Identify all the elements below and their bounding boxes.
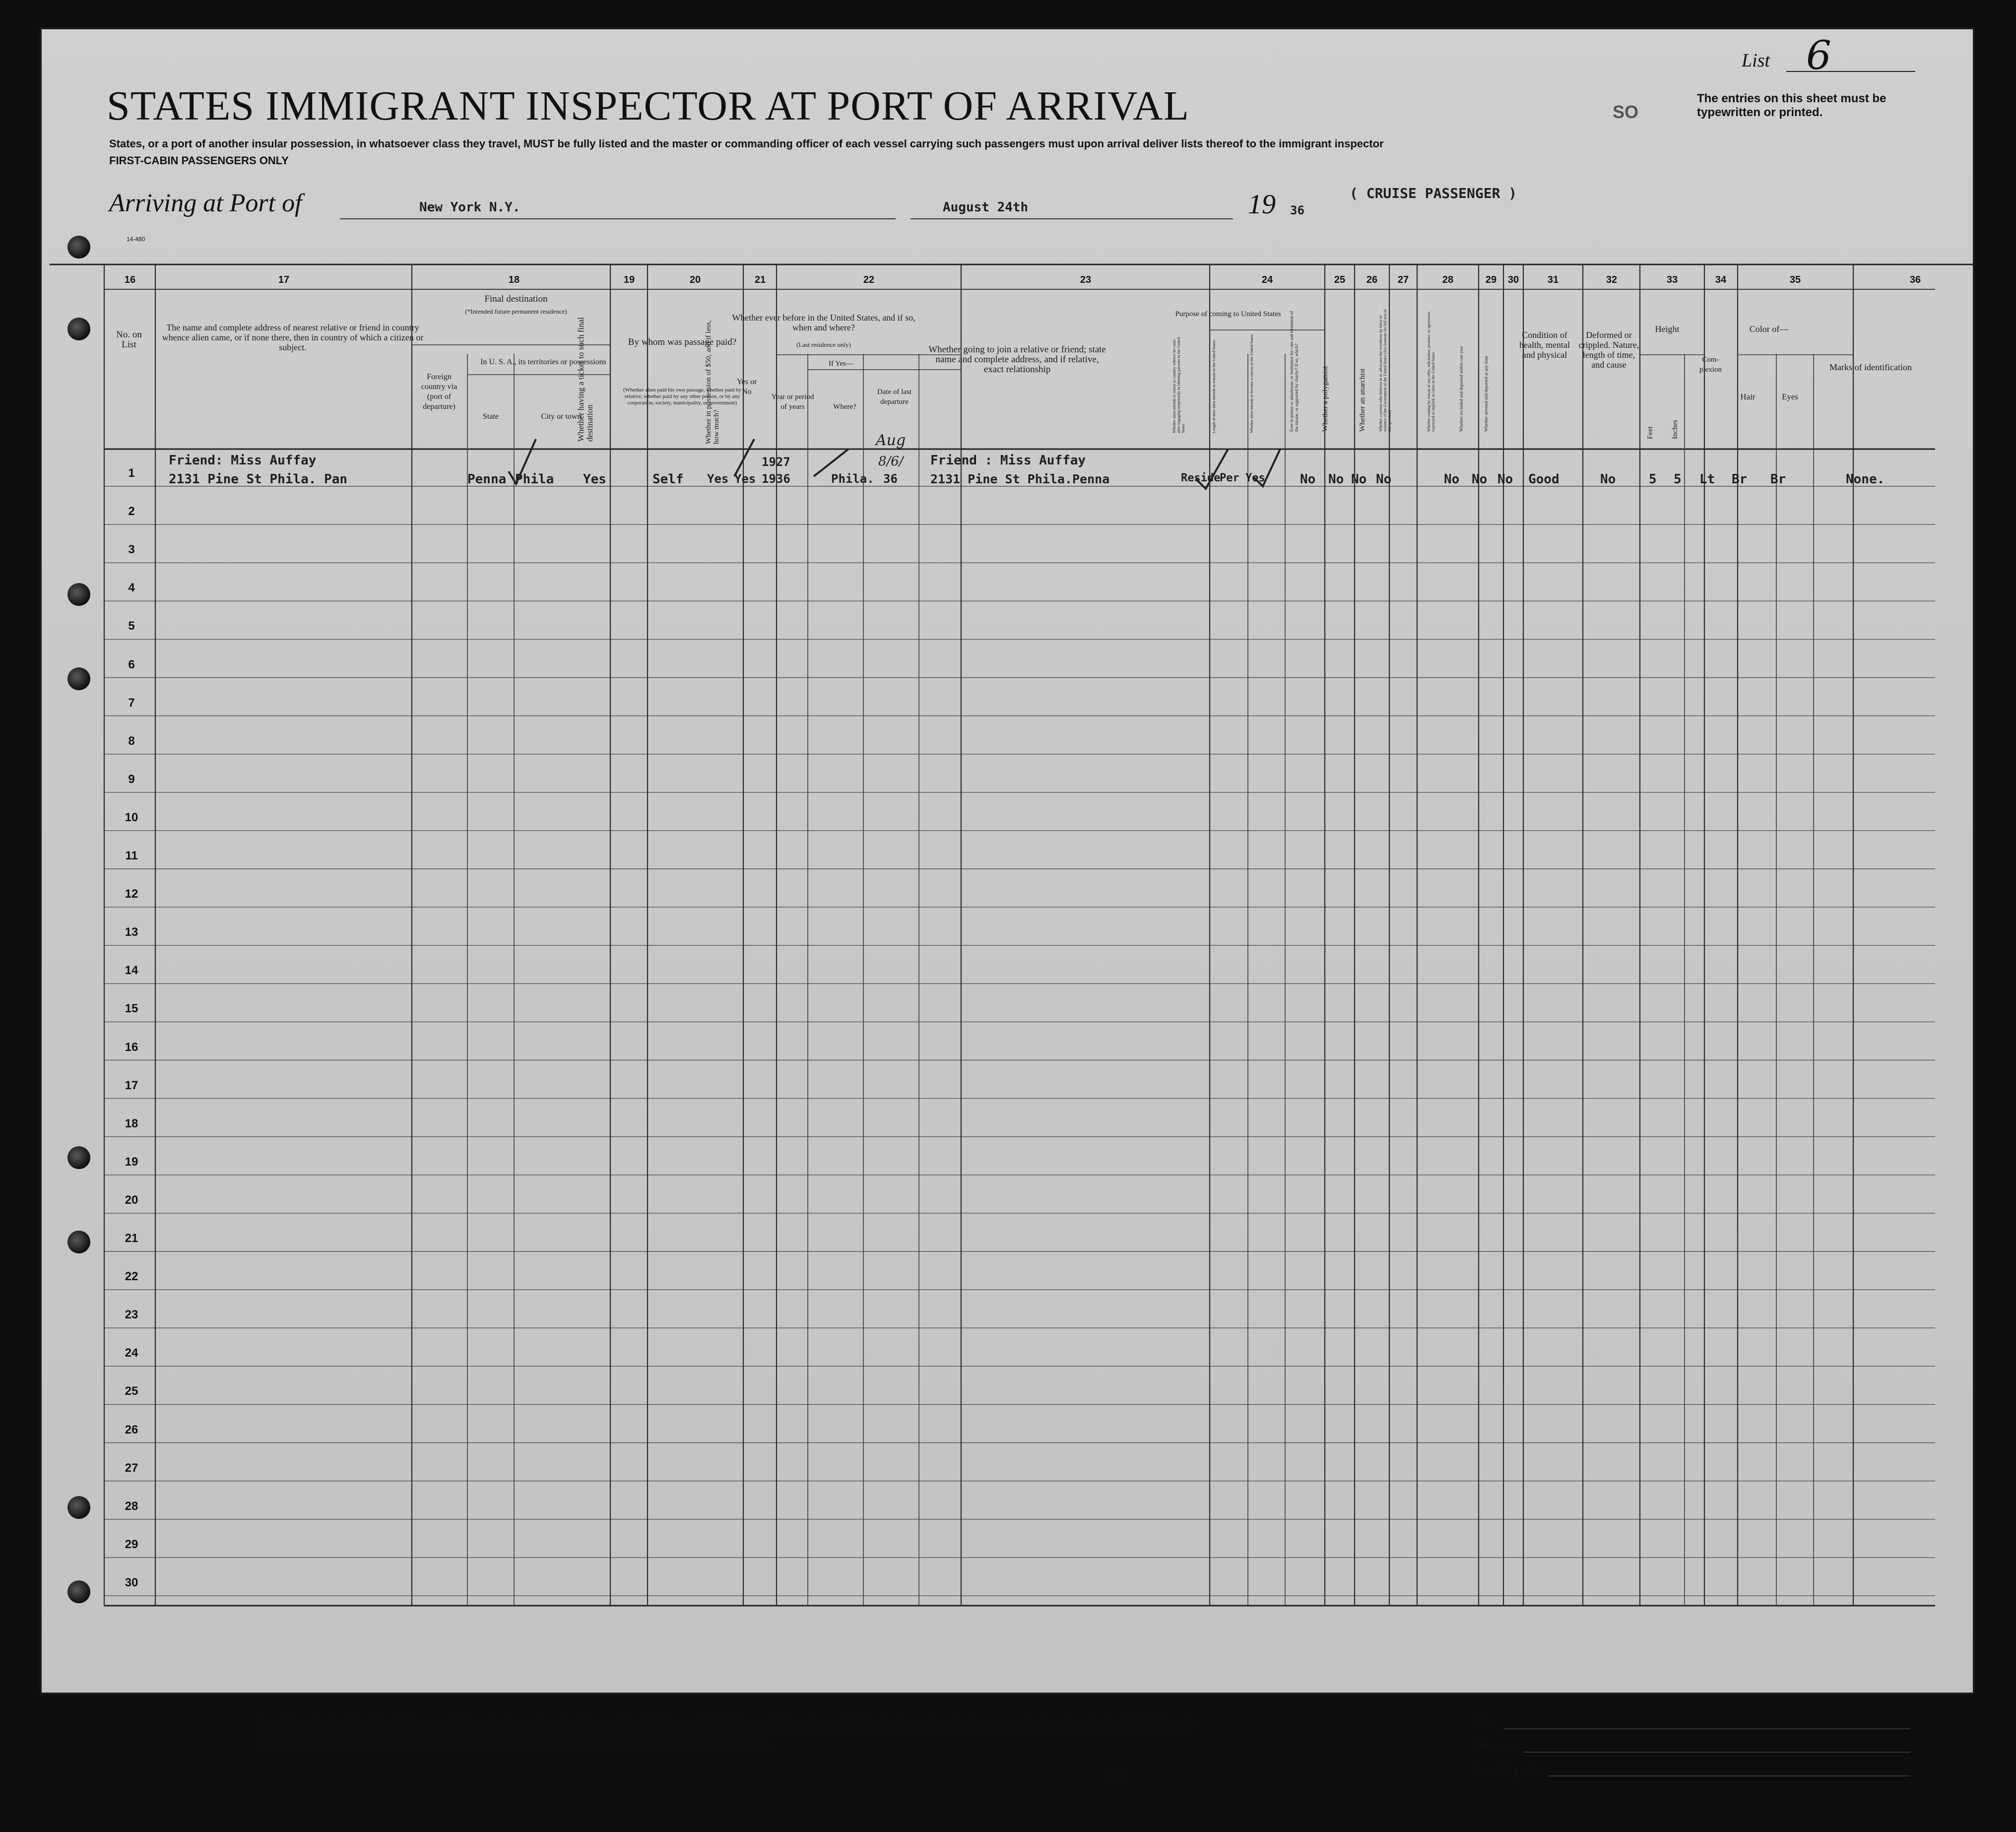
row-number: 12: [125, 887, 138, 901]
owners-label: Owners: [1474, 1740, 1514, 1753]
col24-a: Whether alien intends to return to country whence he came after engaging temporarily in laboring pursuits in the United States: [1172, 337, 1185, 433]
column-number: 23: [1080, 274, 1092, 285]
row-number: 22: [125, 1270, 138, 1284]
row-number: 23: [125, 1308, 138, 1322]
where-value: Phila.: [831, 472, 874, 486]
column-number: 22: [863, 274, 875, 285]
column-number: 16: [124, 274, 136, 285]
row-number: 9: [128, 772, 135, 786]
row-number: 8: [128, 734, 135, 748]
col19-header: Whether having a ticket to such final destination: [576, 317, 594, 442]
row-number: 4: [128, 581, 135, 595]
port-value: New York N.Y.: [419, 200, 520, 215]
c26-value: No: [1328, 472, 1344, 487]
footnote: Note.—Full text of question 28 is as follows: Whether a person who believes in or advocates the overthrow by force or violence of the Government of the United States or of all forms of law, or who disbelieves in or is opposed to organized government, or who advocates the assassination of public officials, or who advocates or teaches the unlawful destruction of property, or is a member of or affiliated with any organization entertaining and teaching disbelief in or opposition to organized government, or who advocates or teaches the duty, necessity, or propriety of the unlawful assaulting or killing of any officer or officers, either of specific individuals or of officers generally, of the Government of the United States or of any other organized government because of his or their official character.: [258, 1718, 1195, 1747]
paid-by-value: Self: [652, 472, 684, 487]
column-number: 21: [754, 274, 766, 285]
c25-value: No: [1300, 472, 1316, 487]
col34-inches: Inches: [1671, 419, 1679, 439]
deformed-value: No: [1600, 472, 1616, 487]
column-number: 17: [278, 274, 290, 285]
col32-header: Condition of health, mental and physical: [1519, 330, 1570, 360]
instruction-text: States, or a port of another insular possession, in whatsoever class they travel, MUST be fully listed and the master or commanding officer of each vessel carrying such passengers must upon arrival deliver lists thereof to the immigrant inspector: [109, 137, 1384, 150]
row-number: 26: [125, 1423, 138, 1437]
cruise-note: ( CRUISE PASSENGER ): [1350, 185, 1517, 201]
col22-where: Where?: [833, 403, 856, 411]
row-number: 15: [125, 1002, 138, 1016]
page-title: STATES IMMIGRANT INSPECTOR AT PORT OF ARRIVAL: [107, 83, 1189, 129]
col33-header: Deformed or crippled. Nature, length of time, and cause: [1578, 330, 1639, 370]
row-number: 13: [125, 925, 138, 939]
before-value: Yes: [734, 472, 756, 486]
side-note: The entries on this sheet must be typewritten or printed.: [1697, 92, 1886, 119]
row-number: 28: [125, 1499, 138, 1513]
row-number: 11: [125, 849, 138, 862]
col20-title: By whom was passage paid?: [628, 337, 737, 347]
column-number: 25: [1334, 274, 1346, 285]
purpose-value: Per: [1220, 472, 1239, 484]
col30-header: Whether excluded and deported within one year: [1459, 346, 1464, 432]
column-number: 29: [1485, 274, 1497, 285]
col24-title: Purpose of coming to United States: [1175, 310, 1281, 318]
inches-value: 5: [1674, 472, 1682, 487]
class-line: FIRST-CABIN PASSENGERS ONLY: [109, 154, 289, 167]
col36-hair: Hair: [1740, 392, 1756, 401]
row-number: 27: [125, 1461, 138, 1475]
col18-foreign: Foreign country via (port of departure): [421, 373, 457, 411]
col16-header: No. on List: [116, 329, 142, 350]
column-number: 36: [1909, 274, 1921, 285]
row-number: 29: [125, 1537, 138, 1551]
col24-c: Whether alien intends to become a citizen of the United States: [1249, 334, 1254, 433]
col26-header: Whether a polygamist: [1321, 366, 1329, 432]
row-number: 30: [125, 1575, 138, 1589]
col18-city: City or town: [541, 412, 582, 421]
row-number: 18: [125, 1116, 138, 1130]
arriving-label: Arriving at Port of: [109, 189, 302, 217]
health-value: Good: [1528, 472, 1560, 487]
row-number: 1: [128, 466, 135, 480]
col27-header: Whether an anarchist: [1359, 368, 1366, 432]
row-number: 17: [125, 1078, 138, 1092]
agents-underline: [1548, 1775, 1910, 1776]
friend-name: Friend: Miss Auffay: [169, 453, 317, 468]
list-number: 6: [1806, 32, 1831, 78]
c31-value: No: [1497, 472, 1513, 487]
col25-header: Ever in prison or almshouse, or institution for care and treatment of the insane, or supported by charity? If so, which?: [1289, 311, 1299, 432]
col23-header: Whether going to join a relative or friend; state name and complete address, and if relative, exact relationship: [928, 344, 1106, 375]
col17-header: The name and complete address of nearest relative or friend in country whence alien came, or if none there, then in country of which a citizen or subject.: [162, 323, 424, 352]
column-number: 30: [1507, 274, 1519, 285]
col21-header: Whether in possession of $50, and if less, how much?: [705, 320, 720, 444]
year2-value: 1936: [762, 472, 790, 486]
column-number: 33: [1666, 274, 1678, 285]
col36-eyes: Eyes: [1781, 392, 1799, 401]
dest-city: Phila: [515, 472, 554, 487]
marks-value: None.: [1846, 472, 1885, 487]
eyes-value: Br: [1770, 472, 1786, 487]
line-label: Line: [1474, 1717, 1496, 1729]
col35-header: Com-plexion: [1699, 356, 1722, 374]
row-number: 19: [125, 1155, 138, 1169]
year-suffix: 36: [1290, 203, 1304, 217]
column-number: 28: [1442, 274, 1454, 285]
row-number: 20: [125, 1193, 138, 1207]
row-number: 2: [128, 505, 135, 519]
date-mid-value: 8/6/: [878, 454, 904, 469]
col36-title: Color of—: [1749, 324, 1789, 334]
row-number: 7: [128, 696, 135, 710]
col22-date: Date of last departure: [877, 388, 912, 406]
column-number: 26: [1366, 274, 1378, 285]
row-number: 21: [125, 1232, 138, 1245]
stamp: SO: [1613, 102, 1639, 122]
date-top-value: Aug: [876, 432, 906, 449]
owners-underline: [1523, 1752, 1910, 1753]
column-number: 35: [1789, 274, 1801, 285]
c29-value: No: [1444, 472, 1460, 487]
col37-header: Marks of identification: [1829, 362, 1912, 372]
c27-value: No: [1351, 472, 1367, 487]
c30-value: No: [1472, 472, 1488, 487]
column-number: 34: [1715, 274, 1727, 285]
col18-state: State: [483, 412, 499, 421]
join-address: 2131 Pine St Phila.Penna: [930, 472, 1110, 486]
agents-label: Local Agents: [1474, 1764, 1542, 1776]
citizen-value: Yes: [1245, 472, 1265, 484]
col20-sub: (Whether alien paid his own passage, whether paid by relative, whether paid by any other person, or by any corporation, society, municipality, or government): [623, 387, 741, 406]
col22-year: Year or period of years: [771, 393, 814, 411]
row-number: 14: [125, 964, 138, 978]
list-label: List: [1742, 50, 1770, 71]
column-number: 18: [508, 274, 520, 285]
col34-feet: Feet: [1646, 426, 1654, 439]
row-number: 10: [125, 810, 138, 824]
date-value: August 24th: [943, 200, 1029, 215]
row-number: 6: [128, 657, 135, 671]
table-grid: [40, 27, 1975, 1695]
ticket-value: Yes: [583, 472, 606, 487]
column-number: 31: [1547, 274, 1559, 285]
column-number: 24: [1261, 274, 1273, 285]
col22-ifyes: If Yes—: [828, 360, 853, 368]
date-year-value: 36: [883, 472, 898, 486]
dest-state: Penna: [467, 472, 507, 487]
col28-header: Whether a person who believes in or advocates the overthrow by force or violence of the Government of the United States (See footnote for full text of this question): [1378, 309, 1392, 432]
year1-value: 1927: [762, 455, 790, 469]
c28-value: No: [1376, 472, 1392, 487]
money-value: Yes: [707, 472, 729, 486]
year-prefix: 19: [1248, 189, 1276, 220]
form-number: 14-480: [127, 236, 145, 243]
column-number: 20: [689, 274, 701, 285]
complexion-value: Lt: [1699, 472, 1715, 487]
row-number: 3: [128, 543, 135, 557]
col22-sub: (Last residence only): [796, 341, 851, 348]
column-number: 32: [1606, 274, 1618, 285]
col18-title: Final destination: [484, 294, 548, 304]
line-underline: [1503, 1728, 1910, 1729]
friend-address: 2131 Pine St Phila. Pan: [169, 472, 348, 487]
col34-title: Height: [1655, 324, 1680, 334]
column-number: 27: [1397, 274, 1409, 285]
length-value: Reside: [1181, 472, 1221, 484]
row-number: 16: [125, 1040, 138, 1054]
feet-value: 5: [1649, 472, 1657, 487]
row-number: 25: [125, 1384, 138, 1398]
col18-usa: In U. S. A., its territories or possessions: [480, 358, 606, 366]
col18-sub: (*Intended future permanent residence): [465, 308, 567, 315]
col22-title: Whether ever before in the United States, and if so, when and where?: [732, 313, 915, 332]
row-number: 5: [128, 619, 135, 633]
row-number: 24: [125, 1346, 138, 1360]
col31-header: Whether arrested and deported at any time: [1484, 356, 1489, 432]
manifest-sheet: [40, 27, 1975, 1779]
column-number: 19: [623, 274, 635, 285]
col29-header: Whether coming by reason of any offer, solicitation, promise, or agreement, expressed or implied, to labor in the United States: [1427, 311, 1435, 432]
hair-value: Br: [1732, 472, 1748, 487]
col24-b: Length of time alien intends to remain in the United States: [1212, 340, 1216, 433]
col22-yesno: Yes or No: [736, 378, 757, 396]
join-name: Friend : Miss Auffay: [930, 453, 1086, 468]
footer-form-number: 14-480: [1106, 1773, 1124, 1779]
